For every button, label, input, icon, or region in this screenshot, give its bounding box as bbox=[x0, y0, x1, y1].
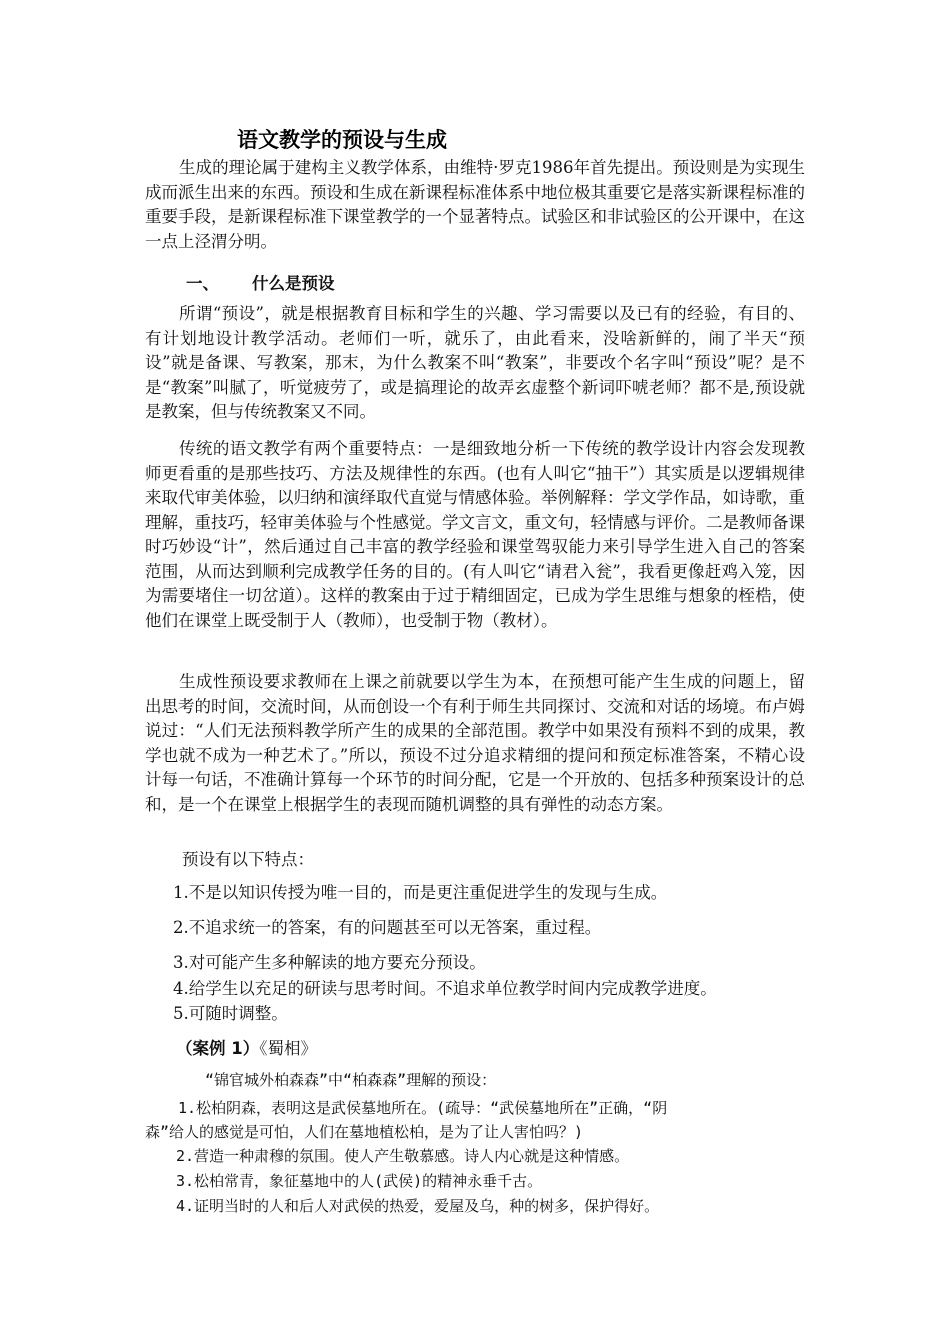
features-intro: 预设有以下特点： bbox=[182, 850, 314, 869]
feature-item-2: 2.不追求统一的答案，有的问题甚至可以无答案，重过程。 bbox=[173, 918, 602, 937]
case-label: （案例 1） bbox=[176, 1039, 260, 1058]
case-work-title: 《蜀相》 bbox=[259, 1039, 317, 1058]
page-title: 语文教学的预设与生成 bbox=[237, 128, 447, 152]
case-answer-1-line-2: 森”给人的感觉是可怕，人们在墓地植松柏，是为了让人害怕吗？) bbox=[145, 1123, 584, 1141]
case-answer-3: 3.松柏常青，象征墓地中的人(武侯)的精神永垂千古。 bbox=[176, 1172, 543, 1190]
feature-item-4: 4.给学生以充足的研读与思考时间。不追求单位教学时间内完成教学进度。 bbox=[173, 979, 717, 998]
feature-item-3: 3.对可能产生多种解读的地方要充分预设。 bbox=[173, 953, 486, 972]
section-heading-1 bbox=[186, 270, 335, 294]
case-title bbox=[176, 1035, 317, 1059]
paragraph-traditional-teaching: 传统的语文教学有两个重要特点：一是细致地分析一下传统的教学设计内容会发现教师更看重的是那些技巧、方法及规律性的东西。(也有人叫它“抽干”）其实质是以逻辑规律来取代审美体验，以归纳和演绎取代直觉与情感体验。举例解释：学文学作品，如诗歌，重理解，重技巧，轻审美体验与个性感觉。学文言文，重文句，轻情感与评价。二是教师备课时巧妙设“计”，然后通过自己丰富的教学经验和课堂驾驭能力来引导学生进入自己的答案范围，从而达到顺利完成教学任务的目的。(有人叫它“请君入瓮”，我看更像赶鸡入笼，因为需要堵住一切岔道）。这样的教案由于过于精细固定，已成为学生思维与想象的桎梏，使他们在课堂上既受制于人（教师），也受制于物（教材）。 bbox=[145, 439, 805, 630]
case-answer-2: 2.营造一种肃穆的氛围。使人产生敬慕感。诗人内心就是这种情感。 bbox=[176, 1147, 630, 1165]
feature-item-5: 5.可随时调整。 bbox=[173, 1004, 288, 1023]
case-answer-1-line-1: 1.松柏阴森，表明这是武侯墓地所在。(疏导：“武侯墓地所在”正确，“阴 bbox=[178, 1099, 668, 1117]
feature-item-1: 1.不是以知识传授为唯一目的，而是更注重促进学生的发现与生成。 bbox=[173, 883, 668, 902]
paragraph-generative-preset: 生成性预设要求教师在上课之前就要以学生为本，在预想可能产生生成的问题上，留出思考的时间，交流时间，从而创设一个有利于师生共同探讨、交流和对话的场境。布卢姆说过：“人们无法预料教学所产生的成果的全部范围。教学中如果没有预料不到的成果，教学也就不成为一种艺术了。”所以，预设不过分追求精细的提问和预定标准答案，不精心设计每一句话，不准确计算每一个环节的时间分配，它是一个开放的、包括多种预案设计的总和，是一个在课堂上根据学生的表现而随机调整的具有弹性的动态方案。 bbox=[145, 672, 805, 814]
intro-paragraph: 生成的理论属于建构主义教学体系，由维特·罗克1986年首先提出。预设则是为实现生成而派生出来的东西。预设和生成在新课程标准体系中地位极其重要它是落实新课程标准的重要手段，是新课程标准下课堂教学的一个显著特点。试验区和非试验区的公开课中，在这一点上泾渭分明。 bbox=[145, 158, 805, 251]
section-number: 一、 bbox=[186, 274, 219, 293]
section-heading-text: 什么是预设 bbox=[252, 274, 335, 293]
case-answer-4: 4.证明当时的人和后人对武侯的热爱，爱屋及乌，种的树多，保护得好。 bbox=[176, 1197, 660, 1215]
case-question: “锦官城外柏森森”中“柏森森”理解的预设： bbox=[205, 1071, 497, 1089]
paragraph-what-is-preset: 所谓“预设”，就是根据教育目标和学生的兴趣、学习需要以及已有的经验，有目的、有计划地设计教学活动。老师们一听，就乐了，由此看来，没啥新鲜的，闹了半天“预设”就是备课、写教案，那末，为什么教案不叫“教案”，非要改个名字叫“预设”呢？是不是“教案”叫腻了，听觉疲劳了，或是搞理论的故弄玄虚整个新词吓唬老师？都不是,预设就是教案，但与传统教案又不同。 bbox=[145, 304, 805, 421]
